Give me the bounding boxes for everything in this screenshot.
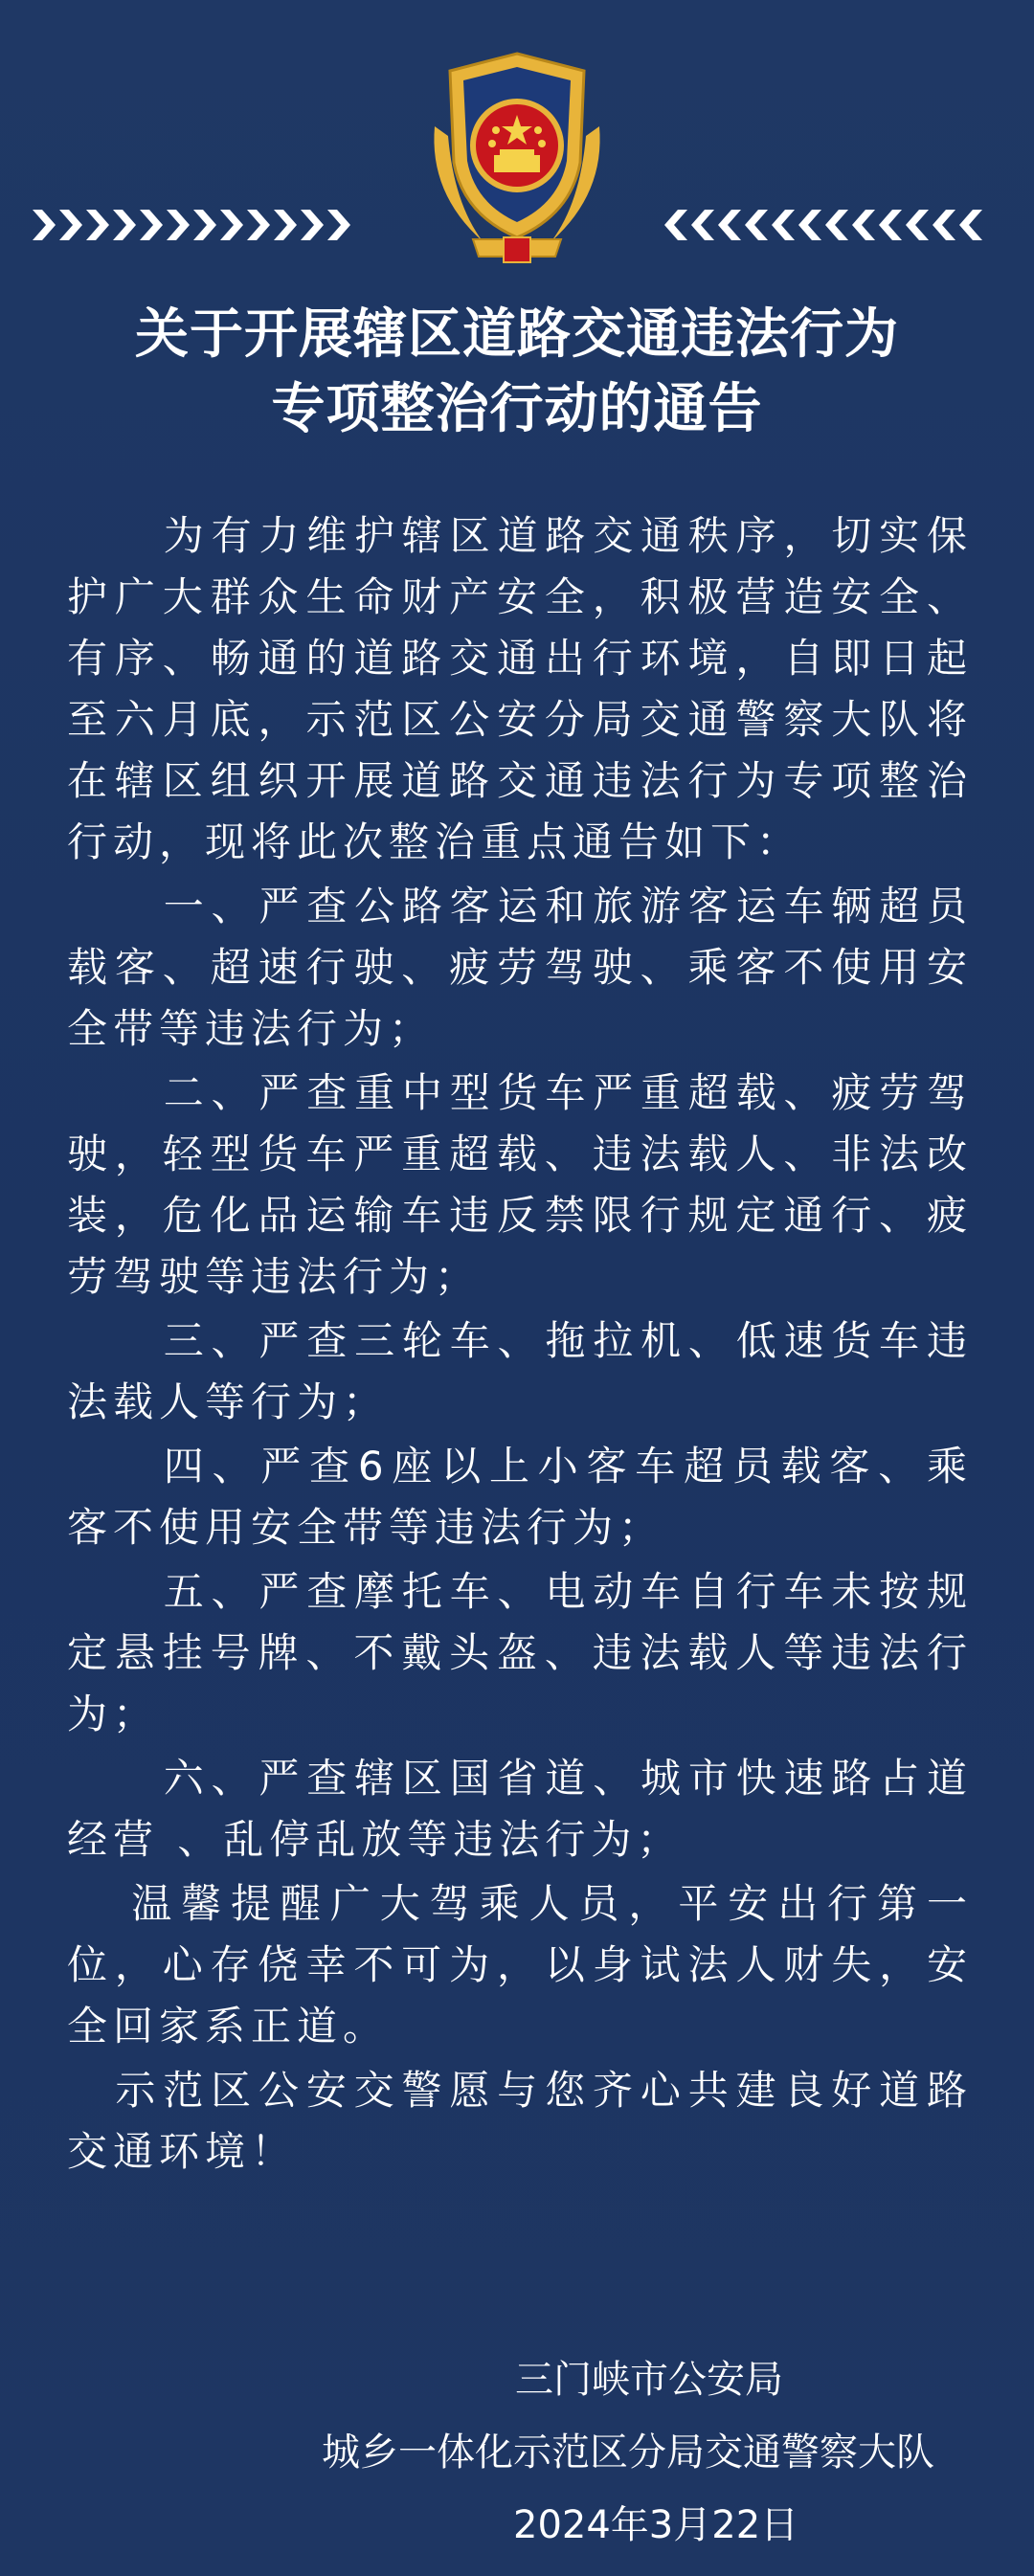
item-6: 六、严查辖区国省道、城市快速路占道经营 、乱停乱放等违法行为； — [67, 1755, 973, 1863]
chevron-right-icon — [33, 206, 368, 244]
chevron-row-left — [33, 201, 368, 249]
item-1: 一、严查公路客运和旅游客运车辆超员载客、超速行驶、疲劳驾驶、乘客不使用安全带等违法行为； — [67, 883, 973, 1052]
item-5: 五、严查摩托车、电动车自行车未按规定悬挂号牌、不戴头盔、违法载人等违法行为； — [67, 1568, 973, 1737]
notice-title-line2: 专项整治行动的通告 — [271, 378, 763, 440]
intro-paragraph: 为有力维护辖区道路交通秩序，切实保护广大群众生命财产安全，积极营造安全、有序、畅通的道路交通出行环境，自即日起至六月底，示范区公安分局交通警察大队将在辖区组织开展道路交通违法行为专项整治行动，现将此次整治重点通告如下： — [67, 512, 973, 865]
item-4: 四、严查6座以上小客车超员载客、乘客不使用安全带等违法行为； — [67, 1443, 973, 1551]
notice-title-line1: 关于开展辖区道路交通违法行为 — [135, 303, 899, 366]
chevron-left-icon — [664, 206, 1000, 244]
police-emblem-icon — [416, 50, 618, 268]
signature-org2: 城乡一体化示范区分局交通警察大队 — [322, 2430, 934, 2475]
notice-body — [67, 505, 973, 2185]
reminder-paragraph: 温馨提醒广大驾乘人员，平安出行第一位，心存侥幸不可为，以身试法人财失，安全回家系正道。 — [67, 1880, 973, 2050]
header — [0, 38, 1034, 258]
item-2: 二、严查重中型货车严重超载、疲劳驾驶，轻型货车严重超载、违法载人、非法改装，危化品运输车违反禁限行规定通行、疲劳驾驶等违法行为； — [67, 1069, 973, 1300]
signature-org1: 三门峡市公安局 — [515, 2358, 783, 2402]
signature-date: 2024年3月22日 — [513, 2503, 799, 2547]
chevron-row-right — [664, 201, 1000, 249]
closing-paragraph: 示范区公安交警愿与您齐心共建良好道路交通环境！ — [67, 2067, 973, 2175]
item-3: 三、严查三轮车、拖拉机、低速货车违法载人等行为； — [67, 1317, 973, 1425]
